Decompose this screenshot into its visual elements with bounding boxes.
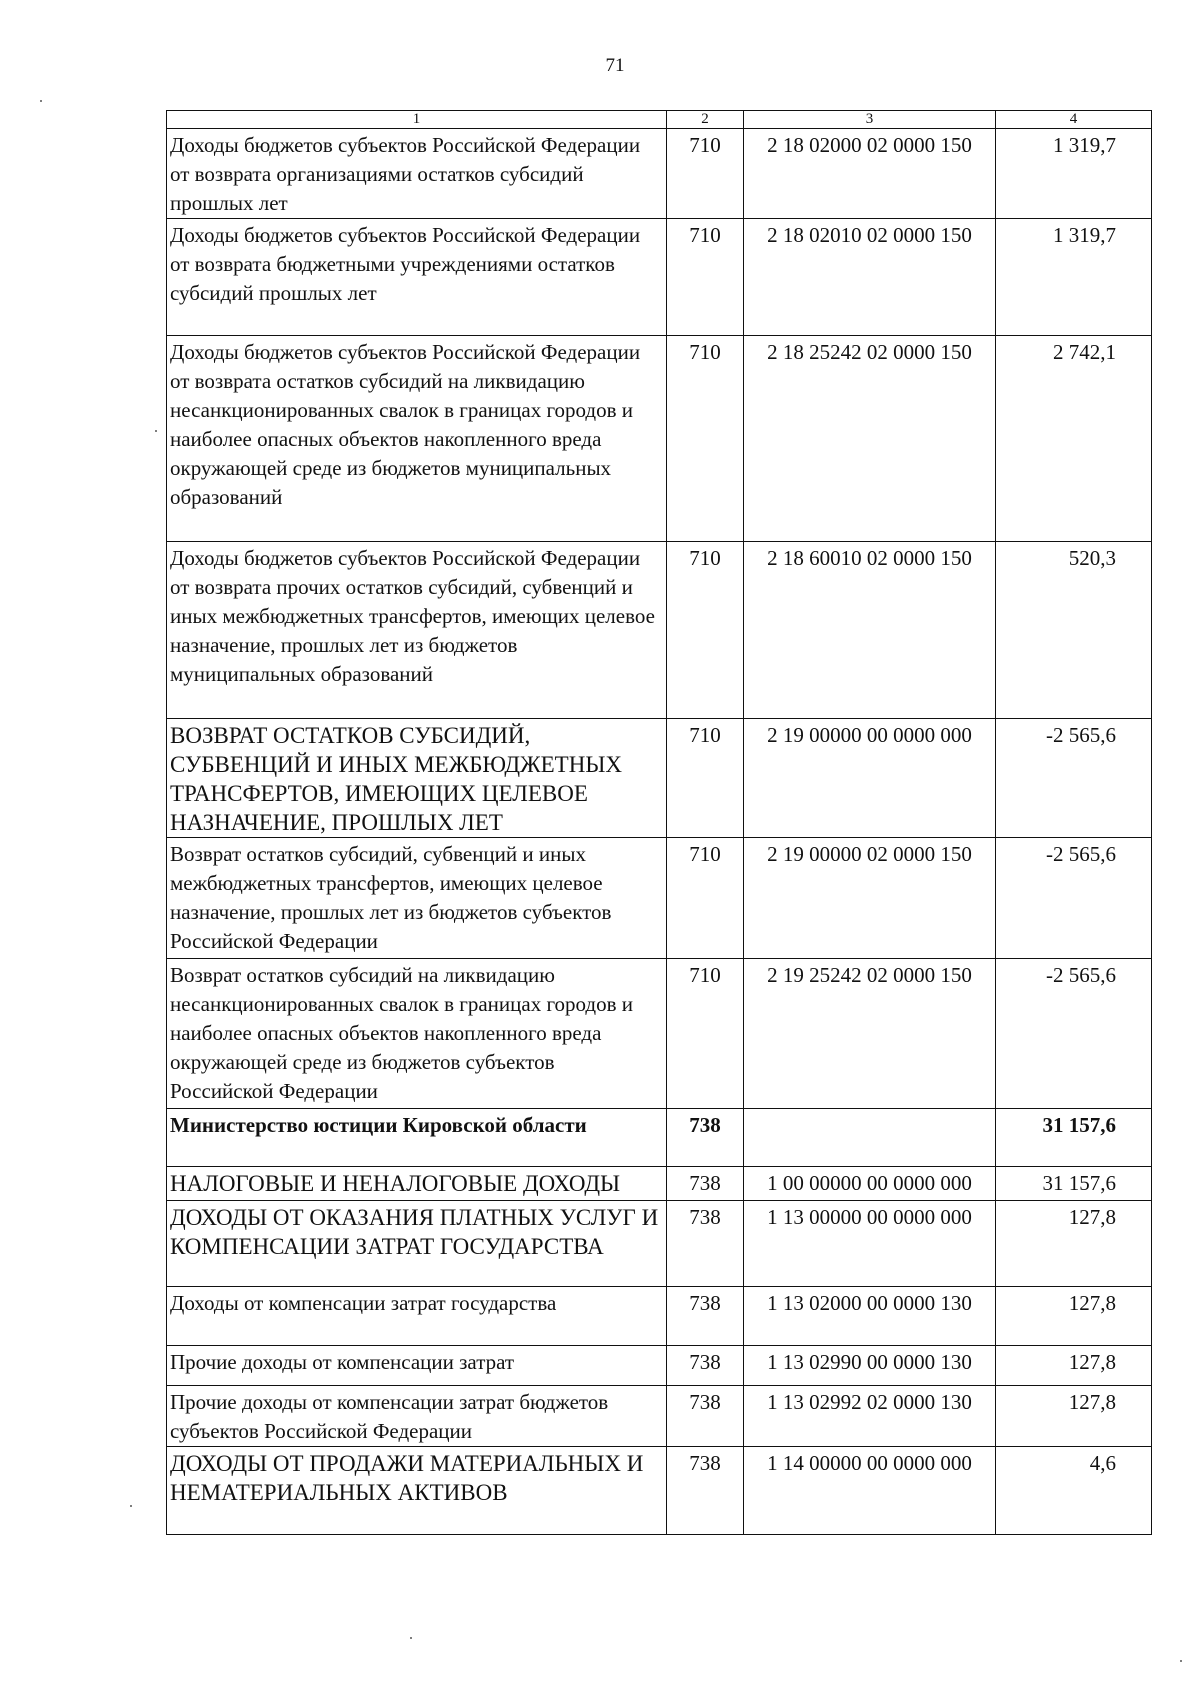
table-row [167, 1201, 1152, 1287]
row-description: ДОХОДЫ ОТ ПРОДАЖИ МАТЕРИАЛЬНЫХ И НЕМАТЕРИАЛЬНЫХ АКТИВОВ [167, 1447, 667, 1535]
row-budget-code [744, 1109, 996, 1167]
scan-speck [130, 1505, 132, 1507]
revenue-table [166, 110, 1152, 1535]
row-budget-code: 1 14 00000 00 0000 000 [744, 1447, 996, 1535]
row-admin-code: 710 [667, 219, 744, 336]
table-row [167, 1287, 1152, 1346]
row-budget-code: 2 19 00000 00 0000 000 [744, 719, 996, 838]
table-row [167, 1447, 1152, 1535]
scan-speck [155, 430, 157, 432]
row-budget-code: 2 18 25242 02 0000 150 [744, 336, 996, 542]
row-amount: 127,8 [996, 1346, 1152, 1386]
row-admin-code: 738 [667, 1201, 744, 1287]
page-number: 71 [605, 55, 625, 76]
column-number-row [167, 111, 1152, 129]
row-admin-code: 738 [667, 1287, 744, 1346]
row-description: Доходы бюджетов субъектов Российской Федерации от возврата организациями остатков субсидий прошлых лет [167, 129, 667, 219]
table-row [167, 542, 1152, 719]
row-amount: 2 742,1 [996, 336, 1152, 542]
row-budget-code: 2 18 02010 02 0000 150 [744, 219, 996, 336]
row-description: Доходы бюджетов субъектов Российской Федерации от возврата бюджетными учреждениями остатков субсидий прошлых лет [167, 219, 667, 336]
table-row [167, 1386, 1152, 1447]
row-amount: 1 319,7 [996, 219, 1152, 336]
row-amount: -2 565,6 [996, 719, 1152, 838]
row-amount: 31 157,6 [996, 1109, 1152, 1167]
row-admin-code: 738 [667, 1109, 744, 1167]
table-row [167, 1109, 1152, 1167]
column-header: 1 [167, 111, 667, 129]
table-row [167, 959, 1152, 1109]
row-budget-code: 1 13 02992 02 0000 130 [744, 1386, 996, 1447]
row-description: Доходы от компенсации затрат государства [167, 1287, 667, 1346]
row-amount: 127,8 [996, 1386, 1152, 1447]
table-row [167, 129, 1152, 219]
row-admin-code: 738 [667, 1167, 744, 1201]
row-admin-code: 738 [667, 1346, 744, 1386]
row-budget-code: 2 19 25242 02 0000 150 [744, 959, 996, 1109]
row-amount: 127,8 [996, 1201, 1152, 1287]
row-budget-code: 1 13 00000 00 0000 000 [744, 1201, 996, 1287]
row-admin-code: 710 [667, 129, 744, 219]
row-amount: 1 319,7 [996, 129, 1152, 219]
row-description: Министерство юстиции Кировской области [167, 1109, 667, 1167]
scan-speck [40, 100, 42, 102]
row-budget-code: 2 18 02000 02 0000 150 [744, 129, 996, 219]
row-description: ДОХОДЫ ОТ ОКАЗАНИЯ ПЛАТНЫХ УСЛУГ И КОМПЕНСАЦИИ ЗАТРАТ ГОСУДАРСТВА [167, 1201, 667, 1287]
row-description: Прочие доходы от компенсации затрат [167, 1346, 667, 1386]
row-description: Доходы бюджетов субъектов Российской Федерации от возврата остатков субсидий на ликвидацию несанкционированных свалок в границах городов и наиболее опасных объектов накопленного вреда окружающей среде из бюджетов муниципальных образований [167, 336, 667, 542]
row-description: Доходы бюджетов субъектов Российской Федерации от возврата прочих остатков субсидий, субвенций и иных межбюджетных трансфертов, имеющих целевое назначение, прошлых лет из бюджетов муниципальных образований [167, 542, 667, 719]
row-amount: 127,8 [996, 1287, 1152, 1346]
row-amount: 31 157,6 [996, 1167, 1152, 1201]
row-admin-code: 710 [667, 542, 744, 719]
column-header: 3 [744, 111, 996, 129]
row-amount: -2 565,6 [996, 838, 1152, 959]
row-admin-code: 710 [667, 959, 744, 1109]
row-budget-code: 1 00 00000 00 0000 000 [744, 1167, 996, 1201]
row-description: Прочие доходы от компенсации затрат бюджетов субъектов Российской Федерации [167, 1386, 667, 1447]
table-row [167, 1167, 1152, 1201]
table-row [167, 336, 1152, 542]
row-budget-code: 1 13 02000 00 0000 130 [744, 1287, 996, 1346]
row-budget-code: 2 18 60010 02 0000 150 [744, 542, 996, 719]
row-admin-code: 710 [667, 719, 744, 838]
row-budget-code: 1 13 02990 00 0000 130 [744, 1346, 996, 1386]
row-admin-code: 738 [667, 1447, 744, 1535]
row-description: НАЛОГОВЫЕ И НЕНАЛОГОВЫЕ ДОХОДЫ [167, 1167, 667, 1201]
row-description: ВОЗВРАТ ОСТАТКОВ СУБСИДИЙ, СУБВЕНЦИЙ И ИНЫХ МЕЖБЮДЖЕТНЫХ ТРАНСФЕРТОВ, ИМЕЮЩИХ ЦЕЛЕВОЕ НАЗНАЧЕНИЕ, ПРОШЛЫХ ЛЕТ [167, 719, 667, 838]
table-row [167, 1346, 1152, 1386]
scan-speck [410, 1637, 412, 1639]
row-admin-code: 710 [667, 838, 744, 959]
table-row [167, 719, 1152, 838]
table-row [167, 219, 1152, 336]
row-admin-code: 738 [667, 1386, 744, 1447]
row-budget-code: 2 19 00000 02 0000 150 [744, 838, 996, 959]
row-admin-code: 710 [667, 336, 744, 542]
column-header: 4 [996, 111, 1152, 129]
row-amount: 520,3 [996, 542, 1152, 719]
row-amount: 4,6 [996, 1447, 1152, 1535]
scan-speck [1180, 1660, 1182, 1662]
column-header: 2 [667, 111, 744, 129]
table-row [167, 838, 1152, 959]
row-description: Возврат остатков субсидий на ликвидацию несанкционированных свалок в границах городов и наиболее опасных объектов накопленного вреда окружающей среде из бюджетов субъектов Российской Федерации [167, 959, 667, 1109]
row-description: Возврат остатков субсидий, субвенций и иных межбюджетных трансфертов, имеющих целевое назначение, прошлых лет из бюджетов субъектов Российской Федерации [167, 838, 667, 959]
row-amount: -2 565,6 [996, 959, 1152, 1109]
